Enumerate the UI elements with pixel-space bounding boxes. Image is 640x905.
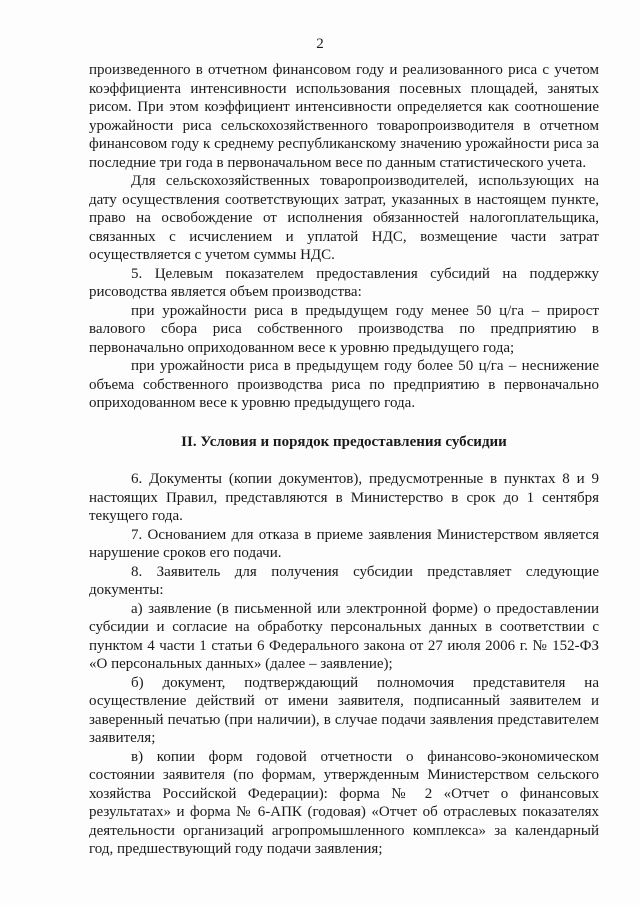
paragraph-item-5: 5. Целевым показателем предоставления субсидий на поддержку рисоводства является объем производства: [89,265,599,300]
page-number: 2 [316,36,324,52]
paragraph-item-8b: б) документ, подтверждающий полномочия представителя на осуществление действий от имени заявителя, подписанный заявителем и заверенный печатью (при наличии), в случае подачи заявления представителем заявителя; [89,674,599,746]
section-title: II. Условия и порядок предоставления субсидии [181,433,507,450]
paragraph-vat-exemption: Для сельскохозяйственных товаропроизводителей, использующих на дату осуществления соответствующих затрат, указанных в настоящем пункте, право на освобождение от исполнения обязанностей налогоплательщика, связанных с исчислением и уплатой НДС, возмещение части затрат осуществляется с учетом суммы НДС. [89,173,599,263]
paragraph-item-8: 8. Заявитель для получения субсидии представляет следующие документы: [89,563,599,598]
paragraph-item-7: 7. Основанием для отказа в приеме заявления Министерством является нарушение сроков его подачи. [89,526,599,561]
paragraph-rice-coefficient: произведенного в отчетном финансовом году и реализованного риса с учетом коэффициента интенсивности использования посевных площадей, занятых рисом. При этом коэффициент интенсивности определяется как соотношение урожайности риса сельскохозяйственного товаропроизводителя в отчетном финансовом году к среднему республиканскому значению урожайности риса за последние три года в первоначальном весе по данным статистического учета. [89,62,599,171]
paragraph-item-8c: в) копии форм годовой отчетности о финансово-экономическом состоянии заявителя (по формам, утвержденным Министерством сельского хозяйства Российской Федерации): форма № 2 «Отчет о финансовых результатах» и форма № 6-АПК (годовая) «Отчет об отраслевых показателях деятельности организаций агропромышленного комплекса» за календарный год, предшествующий году подачи заявления; [89,748,599,857]
document-body [89,61,599,859]
paragraph-item-6: 6. Документы (копии документов), предусмотренные в пунктах 8 и 9 настоящих Правил, представляются в Министерство в срок до 1 сентября текущего года. [89,471,599,524]
paragraph-item-8a: а) заявление (в письменной или электронной форме) о предоставлении субсидии и согласие на обработку персональных данных в соответствии с пунктом 4 части 1 статьи 6 Федерального закона от 27 июля 2006 г. № 152-ФЗ «О персональных данных» (далее – заявление); [89,600,599,672]
paragraph-yield-below-50: при урожайности риса в предыдущем году менее 50 ц/га – прирост валового сбора риса собственного производства по предприятию в первоначально оприходованном весе к уровню предыдущего года; [89,302,599,356]
paragraph-yield-above-50: при урожайности риса в предыдущем году более 50 ц/га – неснижение объема собственного производства риса по предприятию в первоначально оприходованном весе к уровню предыдущего года. [89,358,599,411]
